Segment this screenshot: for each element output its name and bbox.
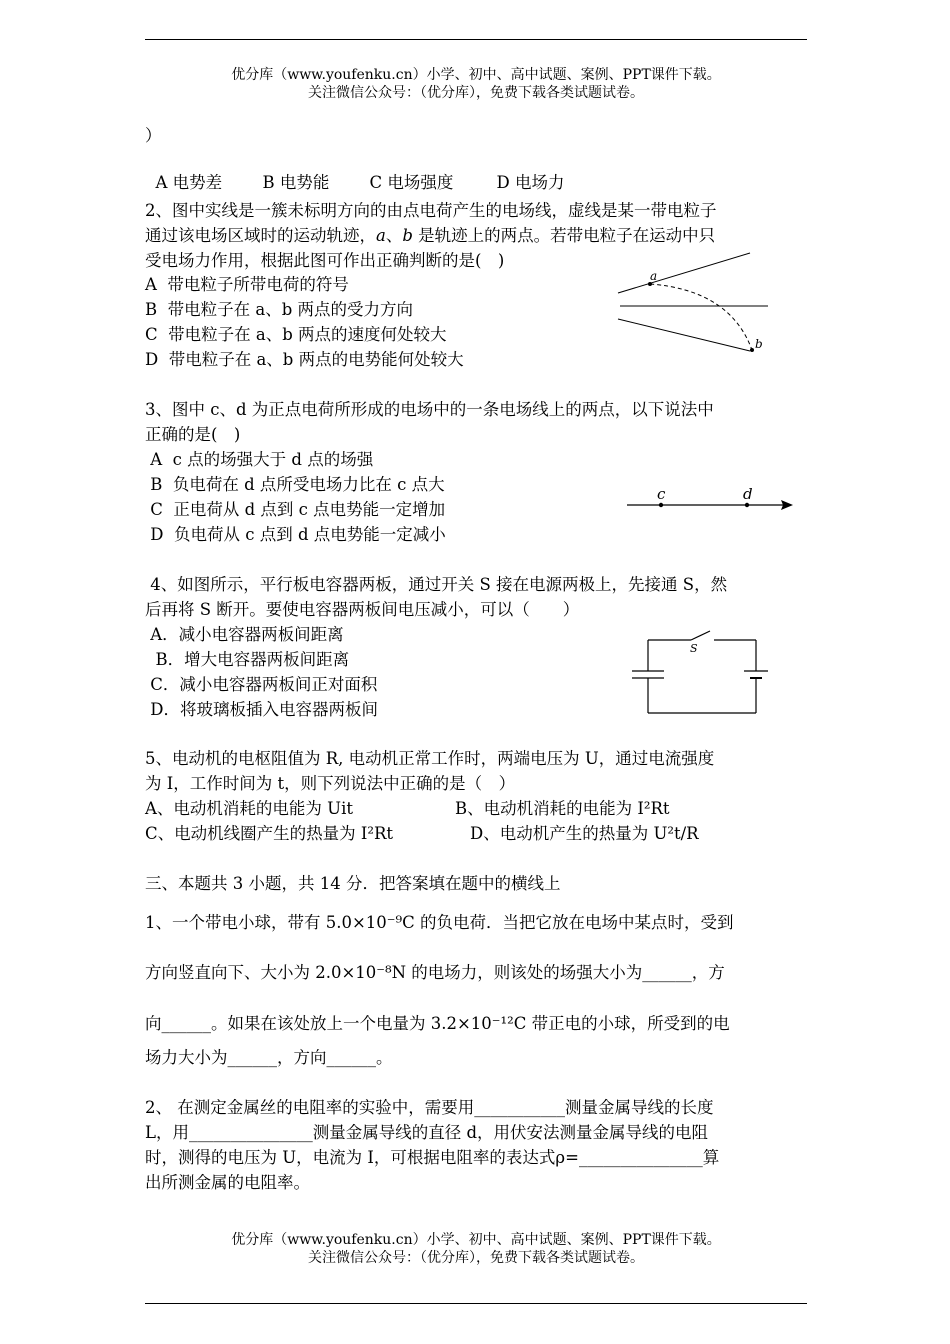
- header-line-2: 关注微信公众号：（优分库），免费下载各类试题试卷。: [308, 85, 644, 101]
- q3-label-d: d: [743, 485, 753, 503]
- q4-stem-line-2: 后再将 S 断开。要使电容器两板间电压减小，可以（ ）: [145, 600, 580, 619]
- s3-q2-line-3: 时，测得的电压为 U，电流为 I，可根据电阻率的表达式ρ=_______________算: [145, 1148, 720, 1167]
- section3-title: 三、本题共 3 小题，共 14 分．把答案填在题中的横线上: [145, 874, 561, 893]
- q2-field-line-figure: [610, 245, 780, 365]
- s3-q1-line-1: 1、一个带电小球，带有 5.0×10⁻⁹C 的负电荷．当把它放在电场中某点时，受到: [145, 913, 734, 932]
- prev-option-b: B 电势能: [262, 173, 330, 192]
- s3-q2-line-1: 2、 在测定金属丝的电阻率的实验中，需要用___________测量金属导线的长度: [145, 1098, 714, 1117]
- header-rule: [145, 39, 807, 40]
- q5-option-a: A、电动机消耗的电能为 Uit: [145, 799, 353, 818]
- q5-option-d: D、电动机产生的热量为 U²t/R: [470, 824, 699, 843]
- q3-option-d: D 负电荷从 c 点到 d 点电势能一定减小: [145, 525, 446, 544]
- q2-stem-line-2: 通过该电场区域时的运动轨迹，a、b 是轨迹上的两点。若带电粒子在运动中只: [145, 226, 716, 245]
- footer-line-1: 优分库（www.youfenku.cn）小学、初中、高中试题、案例、PPT课件下载。: [231, 1232, 721, 1248]
- q2-var-b: b: [402, 226, 413, 245]
- q2-stem-line-2-head: 通过该电场区域时的运动轨迹，: [145, 226, 376, 245]
- footer-line-2: 关注微信公众号：（优分库），免费下载各类试题试卷。: [308, 1250, 644, 1266]
- s3-q1-line-4: 场力大小为______，方向______。: [145, 1048, 393, 1067]
- q4-option-d: D．将玻璃板插入电容器两板间: [145, 700, 378, 719]
- q5-option-c: C、电动机线圈产生的热量为 I²Rt: [145, 824, 394, 843]
- q4-switch-label: S: [690, 642, 698, 655]
- q2-point-b: [750, 348, 754, 352]
- q4-switch-blade: [691, 631, 710, 640]
- q4-stem-line-1: 4、如图所示，平行板电容器两板，通过开关 S 接在电源两极上，先接通 S，然: [145, 575, 728, 594]
- q2-label-a: a: [650, 269, 658, 283]
- q3-stem-line-1: 3、图中 c、d 为正点电荷所形成的电场中的一条电场线上的两点，以下说法中: [145, 400, 714, 419]
- q3-stem-line-2: 正确的是( ): [145, 425, 241, 444]
- q4-option-a: A．减小电容器两板间距离: [145, 625, 344, 644]
- s3-q2-line-4: 出所测金属的电阻率。: [145, 1173, 310, 1192]
- q2-stem-line-2-tail: 是轨迹上的两点。若带电粒子在运动中只: [418, 226, 716, 245]
- q5-stem-line-1: 5、电动机的电枢阻值为 R, 电动机正常工作时，两端电压为 U，通过电流强度: [145, 749, 715, 768]
- q3-label-c: c: [657, 485, 666, 503]
- s3-q2-line-2: L，用_______________测量金属导线的直径 d，用伏安法测量金属导线的电阻: [145, 1123, 709, 1142]
- prev-question-options: [145, 150, 564, 194]
- q2-option-a: A 带电粒子所带电荷的符号: [145, 275, 349, 294]
- q4-circuit-figure: [628, 628, 773, 718]
- q3-option-c: C 正电荷从 d 点到 c 点电势能一定增加: [145, 500, 446, 519]
- prev-question-tail: ）: [145, 126, 162, 145]
- q2-option-c: C 带电粒子在 a、b 两点的速度何处较大: [145, 325, 447, 344]
- q2-trajectory: [650, 284, 752, 350]
- q2-option-d: D 带电粒子在 a、b 两点的电势能何处较大: [145, 350, 464, 369]
- q2-stem-line-3: 受电场力作用，根据此图可作出正确判断的是( ): [145, 251, 505, 270]
- prev-option-c: C 电场强度: [369, 173, 454, 192]
- prev-option-d: D 电场力: [496, 173, 565, 192]
- q3-option-b: B 负电荷在 d 点所受电场力比在 c 点大: [145, 475, 445, 494]
- q3-point-c: [659, 503, 663, 507]
- footer-rule: [145, 1303, 807, 1304]
- q2-field-line-top: [618, 253, 750, 293]
- q5-stem-line-2: 为 I，工作时间为 t，则下列说法中正确的是（ ）: [145, 774, 516, 793]
- q2-stem-line-1: 2、图中实线是一簇未标明方向的由点电荷产生的电场线，虚线是某一带电粒子: [145, 201, 717, 220]
- q2-var-a: a: [376, 226, 386, 245]
- q2-field-line-bottom: [618, 319, 750, 351]
- q2-label-b: b: [755, 337, 763, 351]
- q2-option-b: B 带电粒子在 a、b 两点的受力方向: [145, 300, 414, 319]
- q3-point-d: [745, 503, 749, 507]
- s3-q1-line-3: 向______。如果在该处放上一个电量为 3.2×10⁻¹²C 带正电的小球，所受到的电: [145, 1014, 730, 1033]
- q4-option-c: C．减小电容器两板间正对面积: [145, 675, 378, 694]
- header-line-1: 优分库（www.youfenku.cn）小学、初中、高中试题、案例、PPT课件下载。: [231, 67, 721, 83]
- q3-option-a: A c 点的场强大于 d 点的场强: [145, 450, 374, 469]
- q3-field-line-figure: [625, 482, 800, 518]
- q4-option-b: B．增大电容器两板间距离: [145, 650, 350, 669]
- q5-option-b: B、电动机消耗的电能为 I²Rt: [455, 799, 670, 818]
- prev-option-a: A 电势差: [155, 173, 223, 192]
- s3-q1-line-2: 方向竖直向下、大小为 2.0×10⁻⁸N 的电场力，则该处的场强大小为______，方: [145, 963, 725, 982]
